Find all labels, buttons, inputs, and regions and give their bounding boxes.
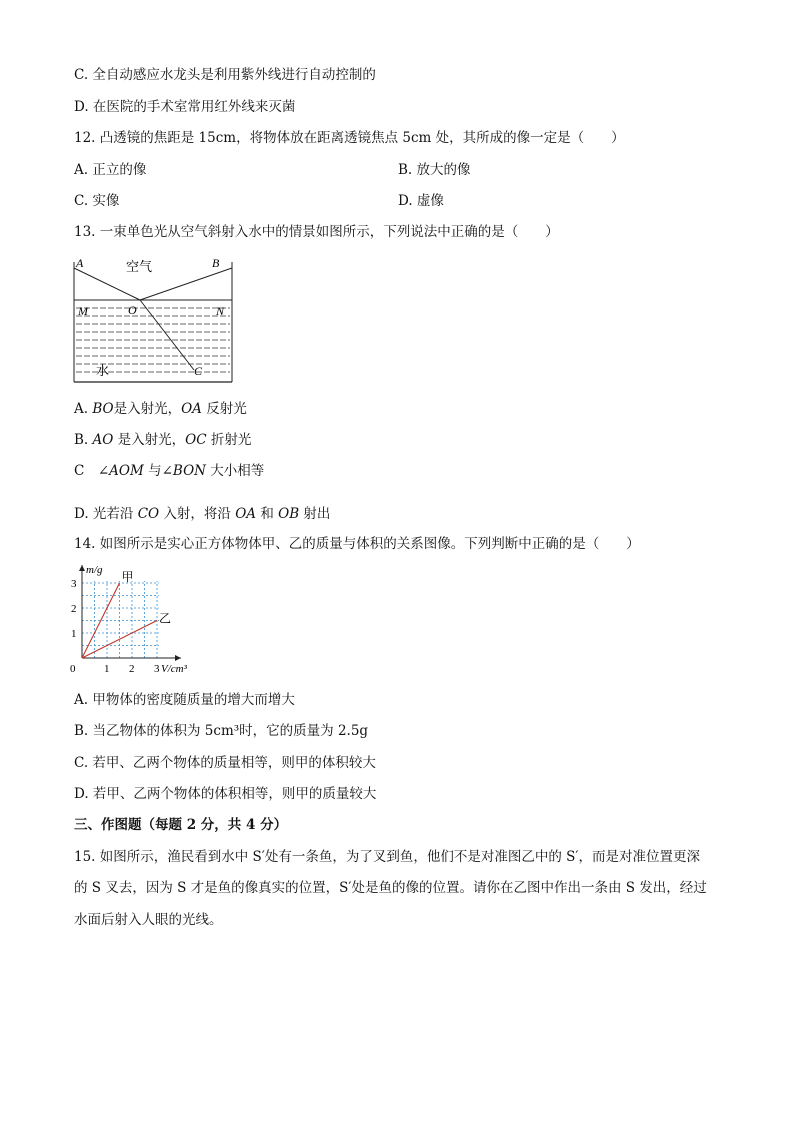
y-axis-label: m/g — [86, 564, 103, 576]
label-o: O — [128, 303, 137, 317]
series-label-1: 甲 — [121, 570, 134, 584]
x-tick-label: 0 — [70, 663, 76, 675]
q11-option-d: D. 在医院的手术室常用红外线来灭菌 — [74, 99, 296, 115]
section-heading: 三、作图题（每题 2 分，共 4 分） — [74, 817, 288, 833]
q12-option-c: C. 实像 — [74, 193, 120, 209]
x-axis-arrow — [175, 655, 181, 661]
label-n: N — [216, 304, 225, 318]
q12-option-d: D. 虚像 — [398, 193, 444, 209]
q13-option-c: C ∠AOM 与∠BON 大小相等 — [74, 463, 265, 479]
label-c: C — [194, 364, 203, 378]
q14-option-d: D. 若甲、乙两个物体的体积相等，则甲的质量较大 — [74, 786, 377, 802]
label-air: 空气 — [126, 259, 153, 274]
q14-mass-volume-chart — [64, 564, 212, 678]
q14-option-c: C. 若甲、乙两个物体的质量相等，则甲的体积较大 — [74, 755, 376, 771]
q13-option-b: B. AO 是入射光，OC 折射光 — [74, 432, 252, 448]
q15-line-2: 的 S 叉去，因为 S 才是鱼的像真实的位置，S′处是鱼的像的位置。请你在乙图中作出一条由 S 发出，经过 — [74, 880, 707, 896]
x-tick-label: 3 — [154, 663, 160, 675]
label-a: A — [76, 256, 84, 270]
x-tick-label: 1 — [104, 663, 110, 675]
q15-line-1: 15. 如图所示，渔民看到水中 S′处有一条鱼，为了叉到鱼，他们不是对准图乙中的 S′，而是对准位置更深 — [74, 849, 700, 865]
q14-stem: 14. 如图所示是实心正方体物体甲、乙的质量与体积的关系图像。下列判断中正确的是（ ） — [74, 536, 640, 552]
series-label-2: 乙 — [159, 611, 172, 626]
q13-stem: 13. 一束单色光从空气斜射入水中的情景如图所示，下列说法中正确的是（ ） — [74, 224, 559, 240]
q12-option-b: B. 放大的像 — [398, 162, 471, 178]
q13-refraction-figure — [66, 252, 241, 388]
q13-option-d: D. 光若沿 CO 入射，将沿 OA 和 OB 射出 — [74, 506, 331, 522]
x-axis-label: V/cm³ — [161, 663, 187, 675]
label-b: B — [212, 256, 220, 270]
y-tick-label: 2 — [71, 603, 77, 615]
y-tick-label: 1 — [71, 628, 77, 640]
y-axis-arrow — [79, 565, 85, 571]
label-water: 水 — [96, 363, 110, 378]
q12-option-a: A. 正立的像 — [74, 162, 147, 178]
q15-line-3: 水面后射入人眼的光线。 — [74, 912, 223, 928]
x-tick-label: 2 — [129, 663, 135, 675]
label-m: M — [78, 304, 88, 318]
y-tick-label: 3 — [71, 578, 77, 590]
q13-option-a: A. BO是入射光，OA 反射光 — [74, 401, 247, 417]
q11-option-c: C. 全自动感应水龙头是利用紫外线进行自动控制的 — [74, 67, 376, 83]
q12-stem: 12. 凸透镜的焦距是 15cm，将物体放在距离透镜焦点 5cm 处，其所成的像一定是（ ） — [74, 130, 625, 146]
q14-option-b: B. 当乙物体的体积为 5cm³时，它的质量为 2.5g — [74, 723, 369, 739]
q14-option-a: A. 甲物体的密度随质量的增大而增大 — [74, 692, 295, 708]
